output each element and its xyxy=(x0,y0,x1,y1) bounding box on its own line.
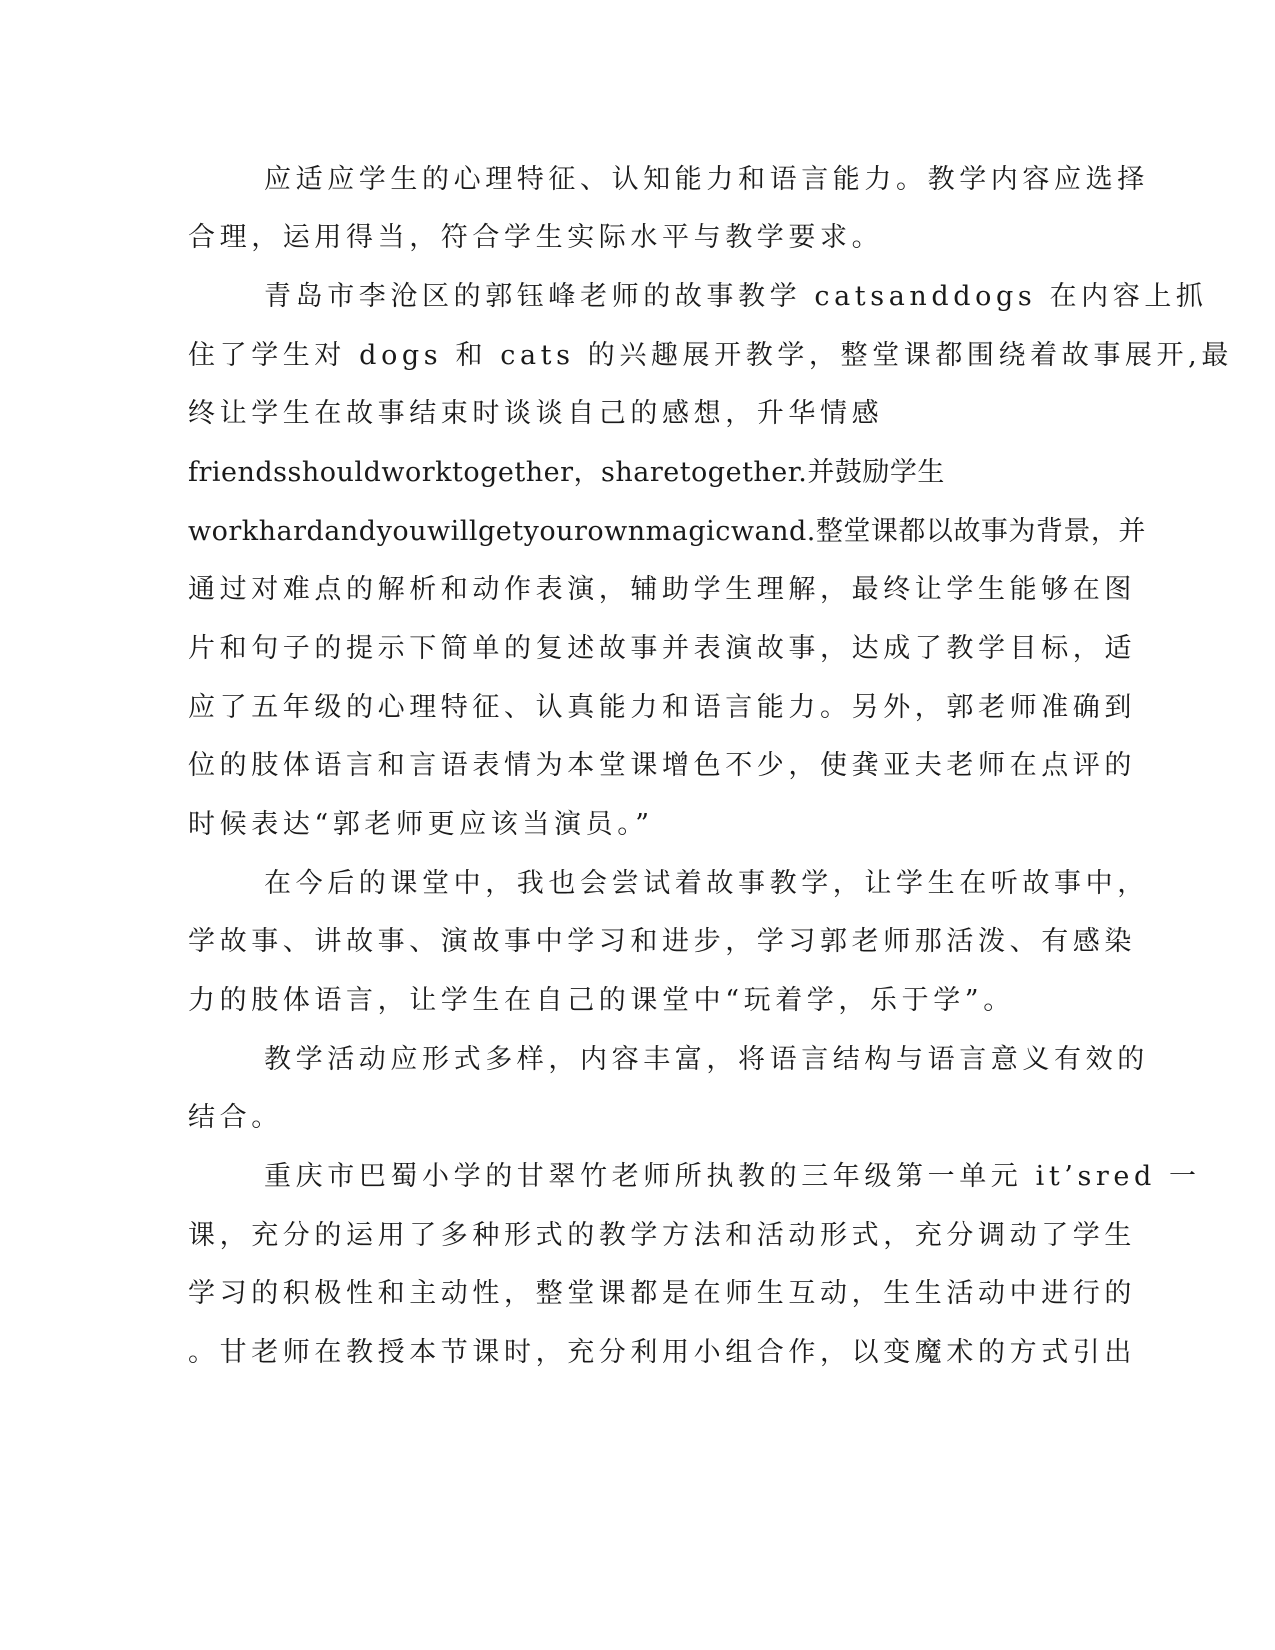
paragraph-line: 合理，运用得当，符合学生实际水平与教学要求。 xyxy=(188,222,884,253)
paragraph-line: 在今后的课堂中，我也会尝试着故事教学，让学生在听故事中， xyxy=(264,868,1149,899)
paragraph-line: 应适应学生的心理特征、认知能力和语言能力。教学内容应选择 xyxy=(264,164,1149,195)
paragraph-line: 青岛市李沧区的郭钰峰老师的故事教学 catsanddogs 在内容上抓 xyxy=(264,281,1208,312)
paragraph-line: friendsshouldworktogether，sharetogether.并鼓励学生 xyxy=(188,457,945,488)
paragraph-line: 通过对难点的解析和动作表演，辅助学生理解，最终让学生能够在图 xyxy=(188,574,1136,605)
paragraph-line: 。甘老师在教授本节课时，充分利用小组合作，以变魔术的方式引出 xyxy=(188,1337,1136,1368)
paragraph-line: 片和句子的提示下简单的复述故事并表演故事，达成了教学目标，适 xyxy=(188,633,1136,664)
paragraph-line: 力的肢体语言，让学生在自己的课堂中“玩着学，乐于学”。 xyxy=(188,985,1015,1016)
paragraph-line: 教学活动应形式多样，内容丰富，将语言结构与语言意义有效的 xyxy=(264,1044,1149,1075)
paragraph-line: 学故事、讲故事、演故事中学习和进步，学习郭老师那活泼、有感染 xyxy=(188,926,1136,957)
paragraph-line: workhardandyouwillgetyourownmagicwand.整堂课都以故事为背景，并 xyxy=(188,516,1146,547)
paragraph-line: 应了五年级的心理特征、认真能力和语言能力。另外，郭老师准确到 xyxy=(188,692,1136,723)
paragraph-line: 学习的积极性和主动性，整堂课都是在师生互动，生生活动中进行的 xyxy=(188,1278,1136,1309)
paragraph-line: 重庆市巴蜀小学的甘翠竹老师所执教的三年级第一单元 it’sred 一 xyxy=(264,1161,1201,1192)
paragraph-line: 位的肢体语言和言语表情为本堂课增色不少，使龚亚夫老师在点评的 xyxy=(188,750,1136,781)
paragraph-line: 课，充分的运用了多种形式的教学方法和活动形式，充分调动了学生 xyxy=(188,1220,1136,1251)
paragraph-line: 住了学生对 dogs 和 cats 的兴趣展开教学，整堂课都围绕着故事展开,最 xyxy=(188,340,1233,371)
paragraph-line: 结合。 xyxy=(188,1102,283,1133)
paragraph-line: 时候表达“郭老师更应该当演员。” xyxy=(188,809,654,840)
paragraph-line: 终让学生在故事结束时谈谈自己的感想，升华情感 xyxy=(188,398,884,429)
